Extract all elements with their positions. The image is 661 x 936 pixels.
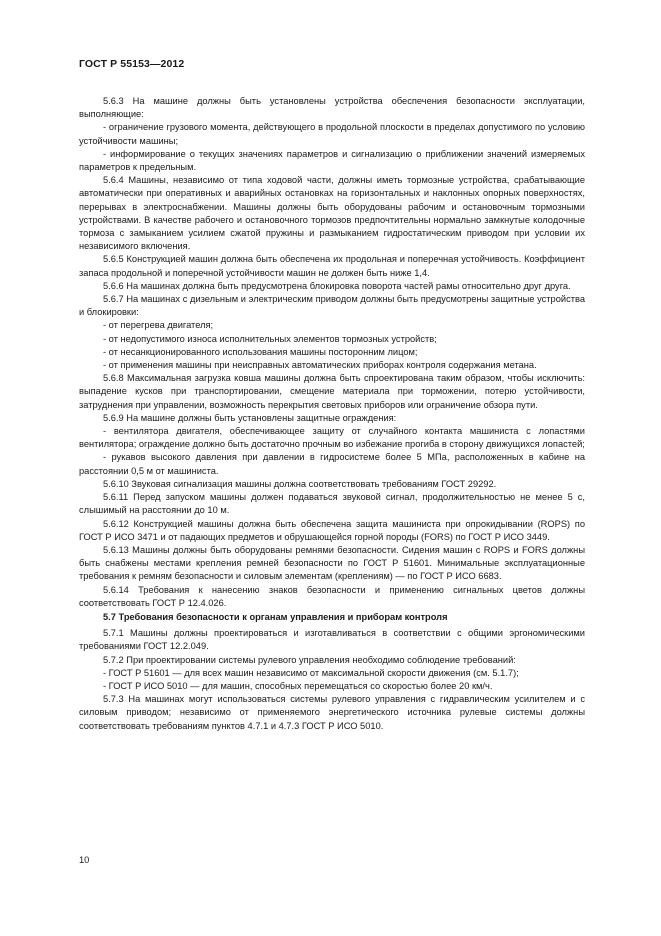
paragraph-5-6-3: 5.6.3 На машине должны быть установлены устройства обеспечения безопасности эксплуатации, выполняющие: <box>79 96 585 120</box>
list-item: - от несанкционированного использования машины посторонним лицом; <box>103 346 418 357</box>
paragraph-5-6-10: 5.6.10 Звуковая сигнализация машины должна соответствовать требованиям ГОСТ 29292. <box>103 478 497 489</box>
paragraph-5-6-7: 5.6.7 На машинах с дизельным и электрическим приводом должны быть предусмотрены защитные устройства и блокировки: <box>79 294 585 318</box>
list-item: - от недопустимого износа исполнительных элементов тормозных устройств; <box>103 333 437 344</box>
page-number: 10 <box>79 855 90 865</box>
paragraph-5-7-1: 5.7.1 Машины должны проектироваться и изготавливаться в соответствии с общими эргономическими требованиями ГОСТ 12.2.049. <box>79 628 585 652</box>
list-item: - рукавов высокого давления при давлении в гидросистеме более 5 МПа, расположенных в кабине на расстоянии 0,5 м от машиниста. <box>79 452 585 476</box>
document-body <box>79 95 585 733</box>
paragraph-5-7-2: 5.7.2 При проектировании системы рулевого управления необходимо соблюдение требований: <box>103 654 516 665</box>
section-heading-5-7: 5.7 Требования безопасности к органам управления и приборам контроля <box>103 611 448 622</box>
paragraph-5-6-14: 5.6.14 Требования к нанесению знаков безопасности и применению сигнальных цветов должны соответствовать ГОСТ Р 12.4.026. <box>79 584 585 608</box>
document-header: ГОСТ Р 55153—2012 <box>79 58 185 70</box>
paragraph-5-6-11: 5.6.11 Перед запуском машины должен подаваться звуковой сигнал, продолжительностью не менее 5 с, слышимый на расстоянии до 10 м. <box>79 492 585 516</box>
list-item: - информирование о текущих значениях параметров и сигнализацию о приближении значений измеряемых параметров к предельным. <box>79 148 585 173</box>
paragraph-5-6-6: 5.6.6 На машинах должна быть предусмотрена блокировка поворота частей рамы относительно друг друга. <box>103 280 571 291</box>
paragraph-5-6-12: 5.6.12 Конструкцией машины должна быть обеспечена защита машиниста при опрокидывании (ROPS) по ГОСТ Р ИСО 3471 и от падающих предметов и обрушающейся горной породы (FORS) по ГОСТ Р ИСО 3449. <box>79 518 585 542</box>
list-item: - ГОСТ Р ИСО 5010 — для машин, способных перемещаться со скоростью более 20 км/ч. <box>103 680 493 691</box>
list-item: - от перегрева двигателя; <box>103 320 214 331</box>
paragraph-5-7-3: 5.7.3 На машинах могут использоваться системы рулевого управления с гидравлическим усилителем и с силовым приводом; независимо от применяемого энергетического источника рулевые системы должны соответствовать требованиям пунктов 4.7.1 и 4.7.3 ГОСТ Р ИСО 5010. <box>79 694 585 731</box>
paragraph-5-6-5: 5.6.5 Конструкцией машин должна быть обеспечена их продольная и поперечная устойчивость. Коэффициент запаса продольной и поперечной устойчивости машин не должен быть ниже 1,4. <box>79 254 585 278</box>
list-item: - ограничение грузового момента, действующего в продольной плоскости в пределах допустимого по условию устойчивости машины; <box>79 122 585 146</box>
list-item: - от применения машины при неисправных автоматических приборах контроля содержания метана. <box>103 360 537 371</box>
paragraph-5-6-13: 5.6.13 Машины должны быть оборудованы ремнями безопасности. Сидения машин с ROPS и FORS должны быть снабжены местами крепления ремней безопасности по ГОСТ Р 51601. Минимальные эксплуатационные требования к ремням безопасности и силовым элементам (креплениям) — по ГОСТ Р ИСО 6683. <box>79 544 585 582</box>
paragraph-5-6-8: 5.6.8 Максимальная загрузка ковша машины должна быть спроектирована таким образом, чтобы исключить: выпадение кусков при транспортировании, смещение материала при торможении, потерю устойчивости, затруднения при управлении, возможность перекрытия световых приборов или ограничение обзора пути. <box>79 373 585 410</box>
list-item: - вентилятора двигателя, обеспечивающее защиту от случайного контакта машиниста с лопастями вентилятора; ограждение должно быть достаточно прочным во избежание прогиба в сторону движущихся лопастей; <box>79 426 585 450</box>
list-item: - ГОСТ Р 51601 — для всех машин независимо от максимальной скорости движения (см. 5.1.7); <box>103 667 519 678</box>
paragraph-5-6-9: 5.6.9 На машине должны быть установлены защитные ограждения: <box>103 412 397 423</box>
paragraph-5-6-4: 5.6.4 Машины, независимо от типа ходовой части, должны иметь тормозные устройства, срабатывающие автоматически при оперативных и аварийных остановках на горизонтальных и наклонных опорных поверхностях, перерывах в электроснабжении. Машины должны быть оборудованы рабочим и остановочным тормозными устройствами. В качестве рабочего и остановочного тормозов предпочтительны нормально замкнутые колодочные тормоза с замыканием усилием сжатой пружины и размыканием гидростатическим приводом при условии их независимого включения. <box>79 175 585 252</box>
